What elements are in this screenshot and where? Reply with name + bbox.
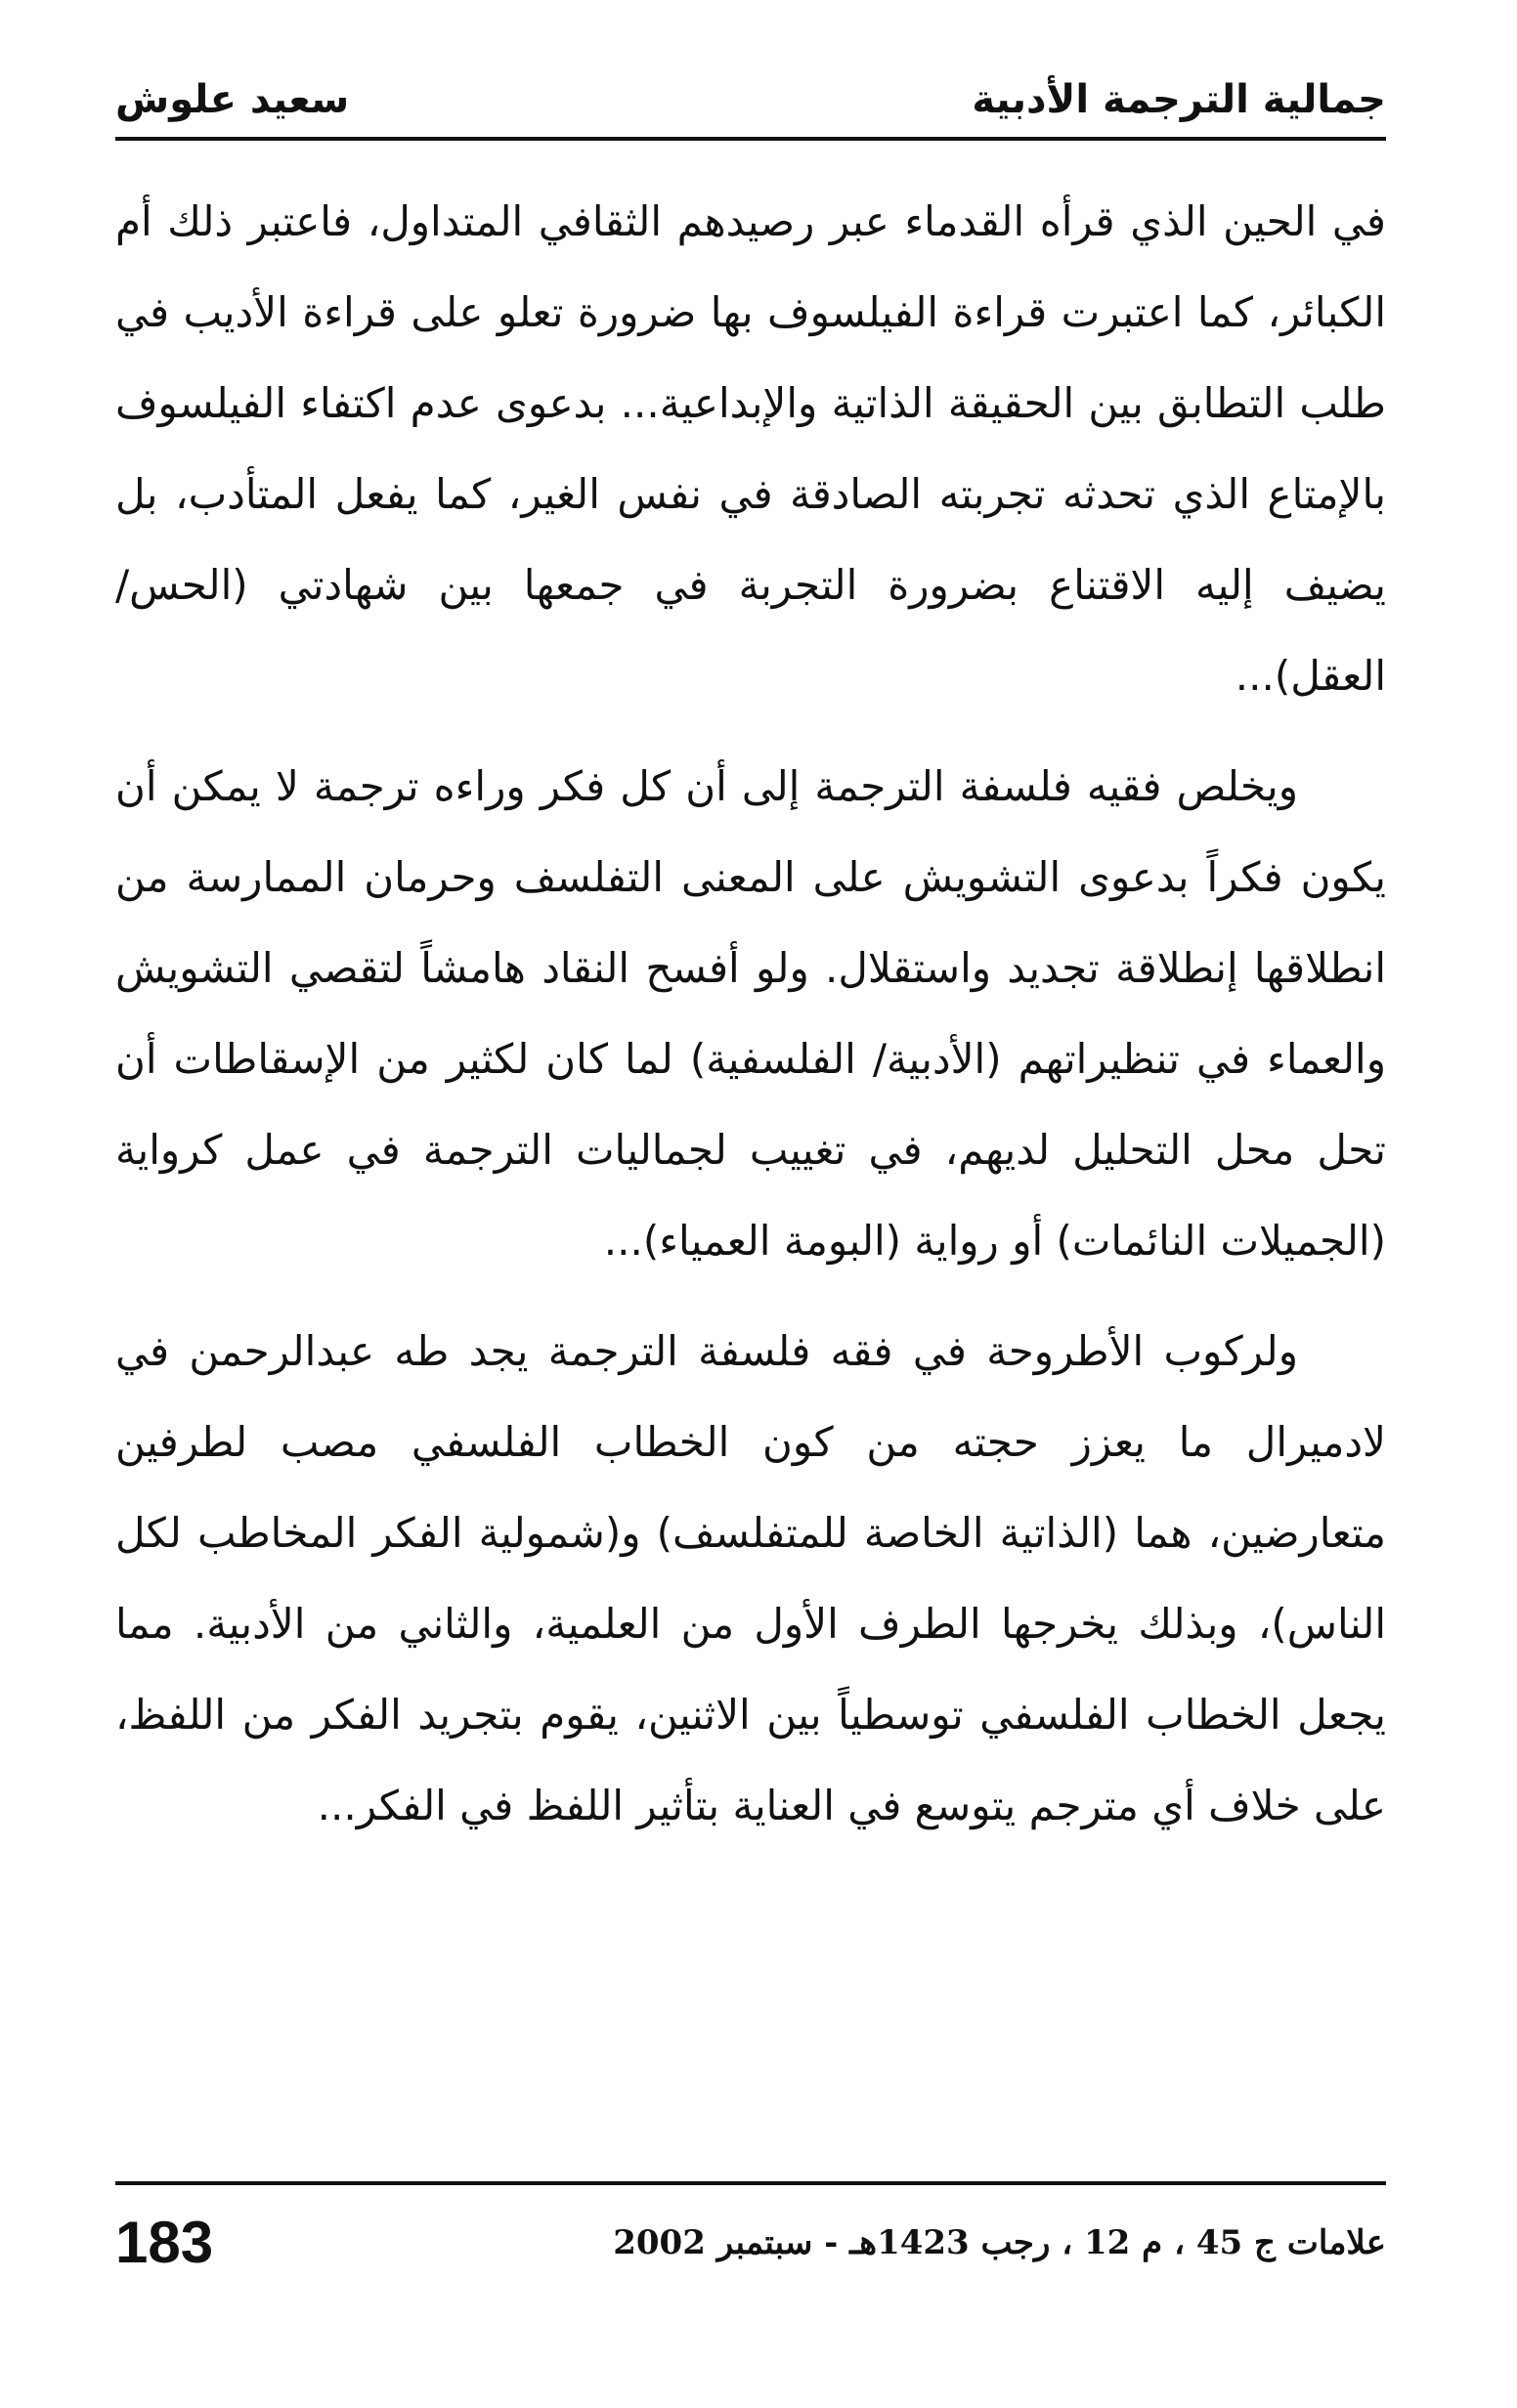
page-number: 183 — [115, 2210, 214, 2275]
paragraph: في الحين الذي قرأه القدماء عبر رصيدهم الثقافي المتداول، فاعتبر ذلك أم الكبائر، كما اعتبرت قراءة الفيلسوف بها ضرورة تعلو على قراءة الأديب في طلب التطابق بين الحقيقة الذاتية والإبداعية... بدعوى عدم اكتفاء الفيلسوف بالإمتاع الذي تحدثه تجربته الصادقة في نفس الغير، كما يفعل المتأدب، بل يضيف إليه الاقتناع بضرورة التجربة في جمعها بين شهادتي (الحس/ العقل)... — [115, 197, 1386, 700]
running-header — [115, 61, 1386, 139]
footer-rule — [115, 2181, 1386, 2185]
running-footer — [115, 2199, 1386, 2287]
book-title: جمالية الترجمة الأدبية — [972, 77, 1386, 122]
author-name: سعيد علوش — [115, 77, 350, 122]
book-page — [115, 0, 1386, 2408]
journal-citation: علامات ج 45 ، م 12 ، رجب 1423هـ - سبتمبر 2002 — [613, 2223, 1386, 2262]
paragraph: ولركوب الأطروحة في فقه فلسفة الترجمة يجد طه عبدالرحمن في لادميرال ما يعزز حجته من كون الخطاب الفلسفي مصب لطرفين متعارضين، هما (الذاتية الخاصة للمتفلسف) و(شمولية الفكر المخاطب لكل الناس)، وبذلك يخرجها الطرف الأول من العلمية، والثاني من الأدبية. مما يجعل الخطاب الفلسفي توسطياً بين الاثنين، يقوم بتجريد الفكر من اللفظ، على خلاف أي مترجم يتوسع في العناية بتأثير اللفظ في الفكر... — [115, 1327, 1386, 1829]
header-rule — [115, 137, 1386, 141]
body-text — [115, 176, 1386, 1870]
paragraph: ويخلص فقيه فلسفة الترجمة إلى أن كل فكر وراءه ترجمة لا يمكن أن يكون فكراً بدعوى التشويش على المعنى التفلسف وحرمان الممارسة من انطلاقها إنطلاقة تجديد واستقلال. ولو أفسح النقاد هامشاً لتقصي التشويش والعماء في تنظيراتهم (الأدبية/ الفلسفية) لما كان لكثير من الإسقاطات أن تحل محل التحليل لديهم، في تغييب لجماليات الترجمة في عمل كرواية (الجميلات النائمات) أو رواية (البومة العمياء)... — [115, 762, 1386, 1265]
